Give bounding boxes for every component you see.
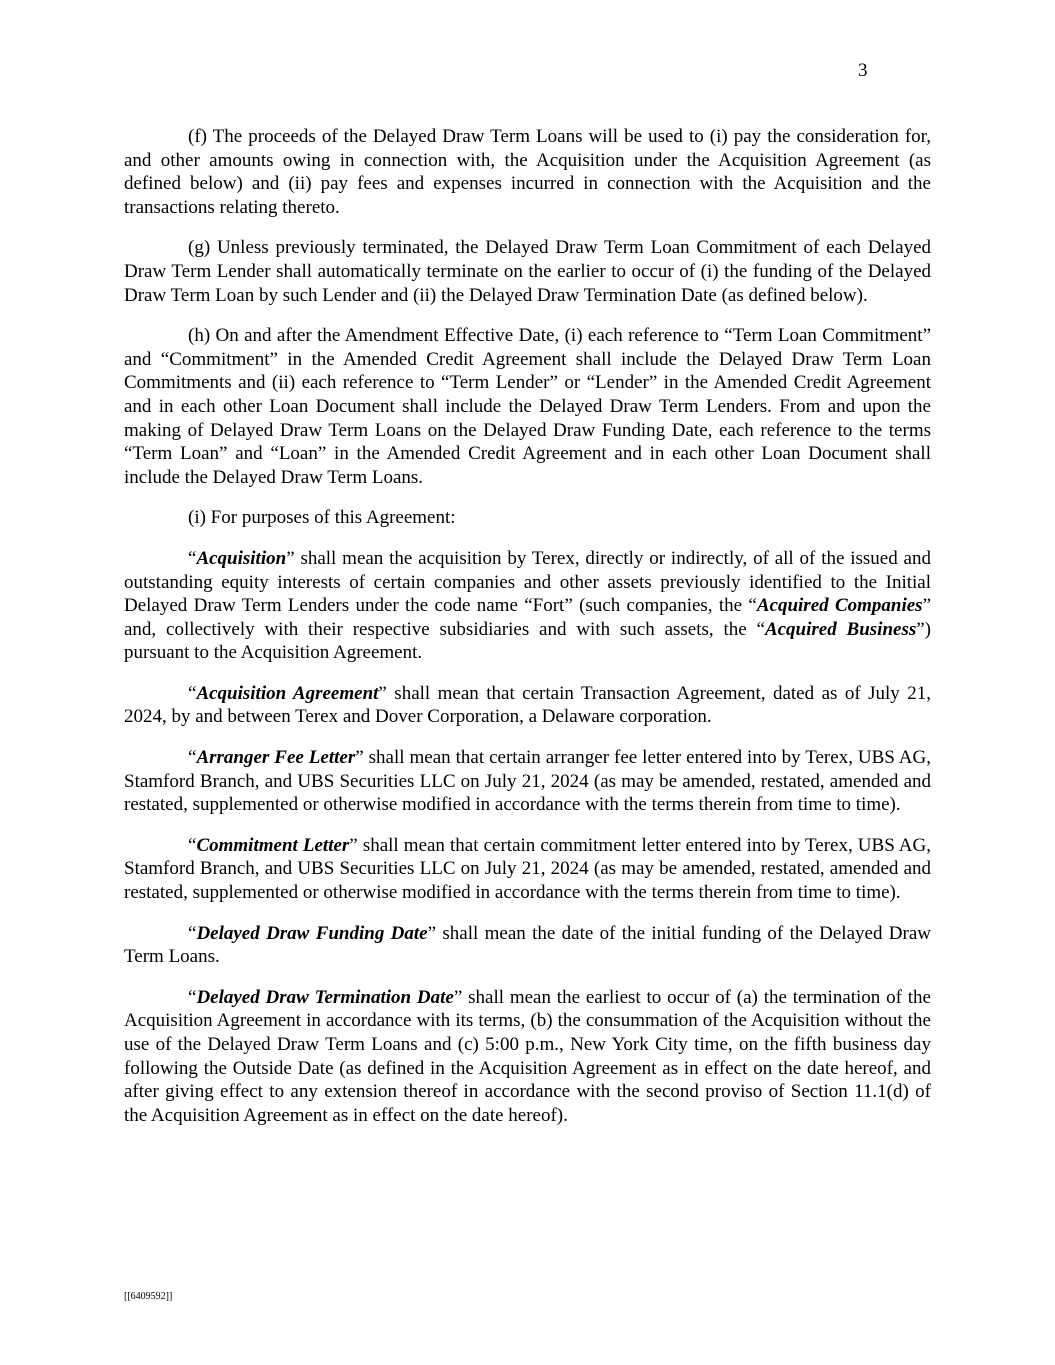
open-quote: “ bbox=[188, 682, 197, 704]
definition-acquisition-agreement bbox=[124, 682, 931, 729]
open-quote: “ bbox=[188, 834, 197, 856]
definition-acquisition bbox=[124, 547, 931, 665]
paragraph-i: (i) For purposes of this Agreement: bbox=[188, 507, 456, 529]
definition-text: ”) pursuant to the Acquisition Agreement. bbox=[124, 618, 932, 664]
defined-term: Arranger Fee Letter bbox=[196, 747, 356, 769]
defined-term: Acquisition Agreement bbox=[196, 682, 379, 704]
defined-term: Delayed Draw Termination Date bbox=[196, 986, 454, 1008]
defined-term: Commitment Letter bbox=[196, 834, 350, 856]
definition-delayed-draw-termination-date bbox=[124, 986, 931, 1128]
definition-text: ” shall mean that certain Transaction Agreement, dated as of July 21, 2024, by and between Terex and Dover Corporation, a Delaware corporation. bbox=[124, 682, 931, 728]
footer-document-id: [[6409592]] bbox=[124, 1291, 173, 1302]
paragraph-f: (f) The proceeds of the Delayed Draw Term Loans will be used to (i) pay the consideration for, and other amounts owing in connection with, the Acquisition under the Acquisition Agreement (as defined below) and (ii) pay fees and expenses incurred in connection with the Acquisition and the transactions relating thereto. bbox=[124, 126, 931, 218]
defined-term: Acquired Companies bbox=[756, 595, 923, 617]
definition-commitment-letter bbox=[124, 834, 931, 905]
open-quote: “ bbox=[188, 986, 197, 1008]
definition-text: ” shall mean the earliest to occur of (a) the termination of the Acquisition Agreement in accordance with its terms, (b) the consummation of the Acquisition without the use of the Delayed Draw Term Loans and (c) 5:00 p.m., New York City time, on the fifth business day following the Outside Date (as defined in the Acquisition Agreement as in effect on the date hereof, and after giving effect to any extension thereof in accordance with the second proviso of Section 11.1(d) of the Acquisition Agreement as in effect on the date hereof). bbox=[124, 986, 931, 1126]
paragraph-g: (g) Unless previously terminated, the Delayed Draw Term Loan Commitment of each Delayed Draw Term Lender shall automatically terminate on the earlier to occur of (i) the funding of the Delayed Draw Term Loan by such Lender and (ii) the Delayed Draw Termination Date (as defined below). bbox=[124, 237, 931, 306]
definition-text: ” shall mean the acquisition by Terex, directly or indirectly, of all of the issued and outstanding equity interests of certain companies and other assets previously identified to the Initial Delayed Draw Term Lenders under the code name “Fort” (such companies, the “ bbox=[124, 547, 931, 617]
defined-term: Acquisition bbox=[196, 547, 287, 569]
open-quote: “ bbox=[188, 747, 197, 769]
defined-term: Delayed Draw Funding Date bbox=[196, 922, 428, 944]
open-quote: “ bbox=[188, 547, 197, 569]
document-body bbox=[124, 125, 931, 1127]
definition-delayed-draw-funding-date bbox=[124, 922, 931, 969]
definition-text: ” shall mean that certain arranger fee letter entered into by Terex, UBS AG, Stamford Branch, and UBS Securities LLC on July 21, 2024 (as may be amended, restated, amended and restated, supplemented or otherwise modified in accordance with the terms therein from time to time). bbox=[124, 747, 931, 816]
definition-text: ” and, collectively with their respective subsidiaries and with such assets, the “ bbox=[124, 595, 932, 640]
definition-text: ” shall mean that certain commitment letter entered into by Terex, UBS AG, Stamford Branch, and UBS Securities LLC on July 21, 2024 (as may be amended, restated, amended and restated, supplemented or otherwise modified in accordance with the terms therein from time to time). bbox=[124, 834, 931, 904]
definition-text: ” shall mean the date of the initial funding of the Delayed Draw Term Loans. bbox=[124, 922, 931, 968]
paragraph-h: (h) On and after the Amendment Effective Date, (i) each reference to “Term Loan Commitment” and “Commitment” in the Amended Credit Agreement shall include the Delayed Draw Term Loan Commitments and (ii) each reference to “Term Lender” or “Lender” in the Amended Credit Agreement and in each other Loan Document shall include the Delayed Draw Term Lenders. From and upon the making of Delayed Draw Term Loans on the Delayed Draw Funding Date, each reference to the terms “Term Loan” and “Loan” in the Amended Credit Agreement and in each other Loan Document shall include the Delayed Draw Term Loans. bbox=[124, 325, 931, 488]
open-quote: “ bbox=[188, 922, 197, 944]
defined-term: Acquired Business bbox=[764, 618, 917, 640]
definition-arranger-fee-letter bbox=[124, 746, 931, 817]
page-number: 3 bbox=[858, 60, 868, 81]
